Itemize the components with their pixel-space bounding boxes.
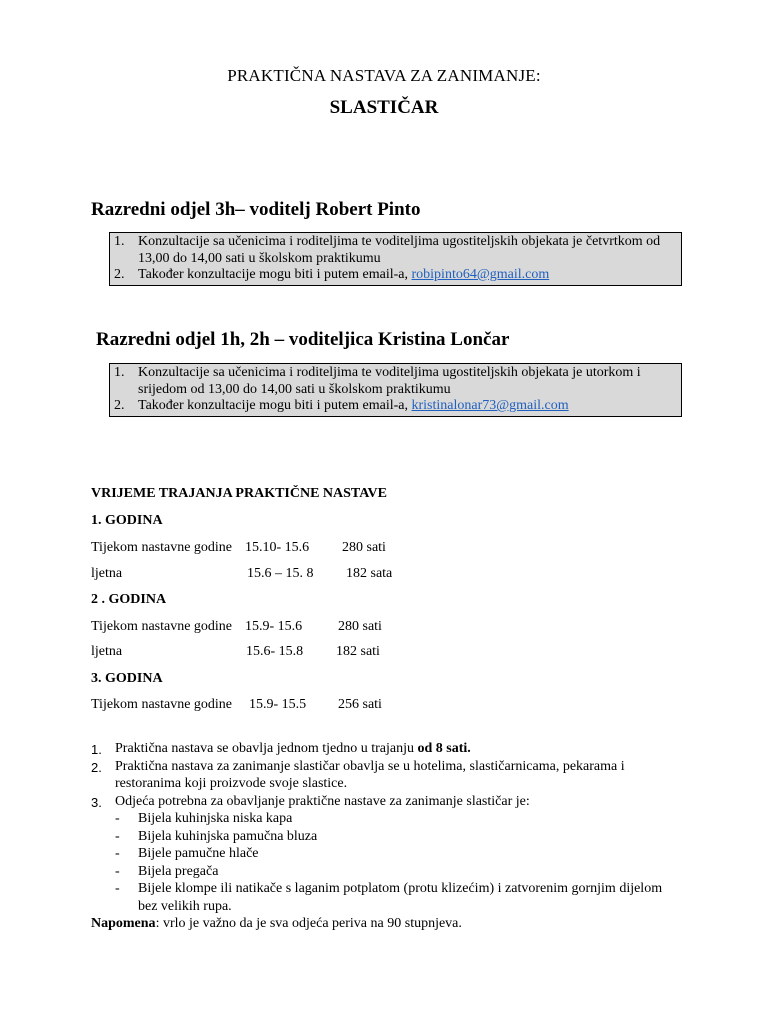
list-text: Konzultacije sa učenicima i roditeljima te voditeljima ugostiteljskih objekata je četvrtkom od 13,00 do 14,00 sati u školskom praktikumu — [138, 234, 661, 266]
clothing-text: Bijele klompe ili natikače s laganim potplatom (protu klizećim) i zatvorenim gornjim dijelom bez velikih rupa. — [138, 881, 663, 914]
clothing-item — [91, 845, 681, 863]
list-text: Konzultacije sa učenicima i roditeljima te voditeljima ugostiteljskih objekata je utorkom i srijedom od 13,00 do 14,00 sati u školskom praktikumu — [138, 365, 641, 397]
class-a-heading: Razredni odjel 3h– voditelj Robert Pinto — [91, 199, 421, 220]
list-number: 3. — [91, 794, 102, 810]
email-link[interactable]: robipinto64@gmail.com — [411, 267, 550, 282]
list-number: 2. — [91, 759, 102, 775]
bullet-dash: - — [115, 846, 120, 861]
list-number: 1. — [114, 365, 125, 380]
year-2-row-1-hours: 280 sati — [338, 619, 382, 634]
year-3-title: 3. GODINA — [91, 671, 163, 686]
year-1-row-1-hours: 280 sati — [342, 540, 386, 555]
list-number: 2. — [114, 398, 125, 413]
list-text: Odjeća potrebna za obavljanje praktične nastave za zanimanje slastičar je: — [115, 793, 530, 809]
duration-heading: VRIJEME TRAJANJA PRAKTIČNE NASTAVE — [91, 486, 387, 501]
year-2-row-1-label: Tijekom nastavne godine — [91, 619, 233, 634]
year-2-row-2-period: 15.6- 15.8 — [246, 644, 304, 659]
year-3-row-1-period: 15.9- 15.5 — [249, 697, 307, 712]
list-item — [110, 267, 681, 284]
year-1-row-2-label: ljetna — [91, 566, 123, 581]
clothing-item — [91, 863, 681, 881]
notes-list — [91, 740, 681, 933]
document-subtitle: SLASTIČAR — [329, 97, 439, 118]
year-1-title: 1. GODINA — [91, 513, 163, 528]
bullet-dash: - — [115, 828, 120, 844]
year-3-row-1-hours: 256 sati — [338, 697, 382, 712]
document-title: PRAKTIČNA NASTAVA ZA ZANIMANJE: — [227, 66, 541, 85]
clothing-text: Bijela pregača — [138, 863, 219, 879]
email-link[interactable]: kristinalonar73@gmail.com — [411, 398, 569, 413]
clothing-item — [91, 880, 681, 915]
class-a-box — [109, 232, 682, 286]
clothing-text: Bijela kuhinjska pamučna bluza — [138, 828, 318, 844]
year-1-row-1-period: 15.10- 15.6 — [245, 540, 310, 555]
bullet-dash: - — [115, 863, 120, 879]
class-b-heading: Razredni odjel 1h, 2h – voditeljica Kristina Lončar — [96, 329, 510, 350]
year-2-row-2-label: ljetna — [91, 644, 123, 659]
clothing-text: Bijele pamučne hlače — [138, 846, 259, 861]
list-item — [110, 234, 681, 267]
list-number: 1. — [91, 742, 102, 757]
year-1-row-2-hours: 182 sata — [346, 566, 393, 581]
bullet-dash: - — [115, 881, 120, 896]
year-2-title: 2 . GODINA — [91, 592, 167, 607]
list-item — [91, 793, 681, 811]
clothing-text: Bijela kuhinjska niska kapa — [138, 811, 293, 826]
year-3-row-1-label: Tijekom nastavne godine — [91, 697, 233, 712]
list-item — [110, 398, 681, 415]
list-text: Praktična nastava se obavlja jednom tjedno u trajanju — [115, 741, 418, 756]
list-text-bold: od 8 sati. — [417, 741, 471, 756]
clothing-item — [91, 810, 681, 828]
year-1-row-2-period: 15.6 – 15. 8 — [247, 566, 314, 581]
class-b-box — [109, 363, 682, 417]
clothing-item — [91, 828, 681, 846]
year-2-row-2-hours: 182 sati — [336, 644, 380, 659]
list-text: Također konzultacije mogu biti i putem email-a, — [138, 267, 412, 282]
list-number: 1. — [114, 234, 125, 249]
note-label: Napomena — [91, 916, 156, 931]
year-1-row-1-label: Tijekom nastavne godine — [91, 540, 233, 555]
bullet-dash: - — [115, 811, 120, 826]
list-item — [91, 758, 681, 793]
list-text: Također konzultacije mogu biti i putem email-a, — [138, 398, 412, 413]
note-line — [91, 915, 681, 933]
list-number: 2. — [114, 267, 125, 282]
year-2-row-1-period: 15.9- 15.6 — [245, 619, 303, 634]
list-item — [110, 365, 681, 398]
list-text: Praktična nastava za zanimanje slastičar obavlja se u hotelima, slastičarnicama, pekarama i restoranima koji proizvode svoje slastice. — [115, 758, 625, 791]
note-text: : vrlo je važno da je sva odjeća periva na 90 stupnjeva. — [155, 916, 462, 931]
list-item — [91, 740, 681, 758]
